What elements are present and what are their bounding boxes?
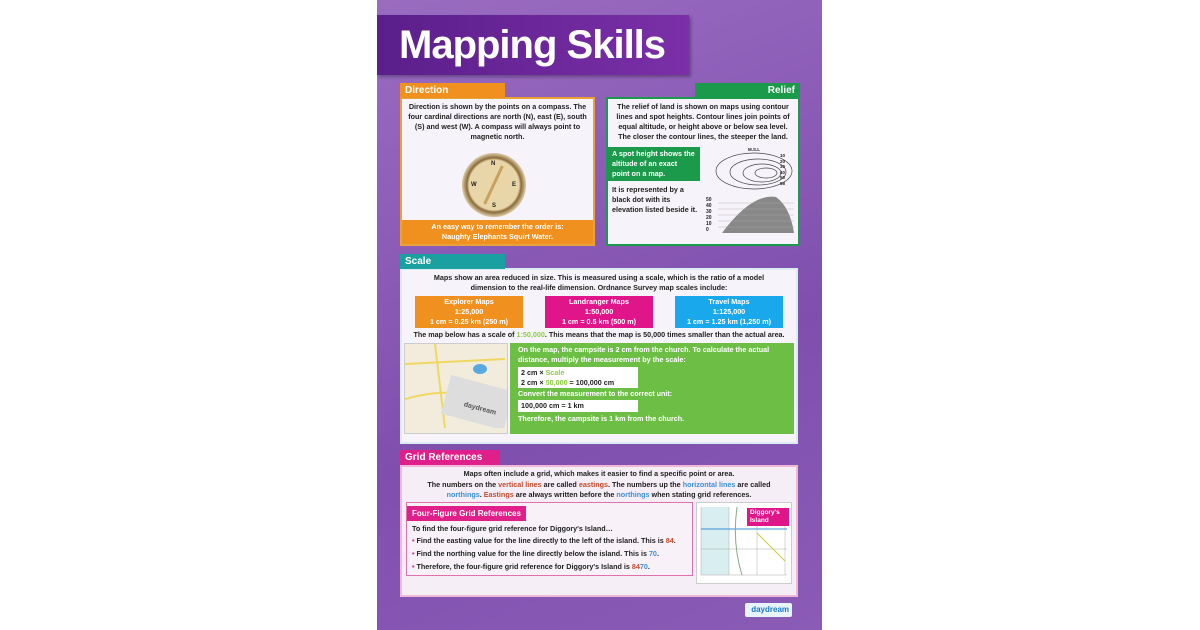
relief-text: The relief of land is shown on maps using contour lines and spot heights. Contour lines join points of equal altitude, or height above or below sea level. The closer the contour lines, the steeper the land. xyxy=(616,102,790,141)
t: are always written before the xyxy=(513,490,617,499)
map-conv: 1 cm = 0.5 km (500 m) xyxy=(561,317,637,326)
grid-map-image xyxy=(696,502,792,584)
map-ratio: 1:125,000 xyxy=(712,307,746,316)
t: Therefore, the four-figure grid reference for Diggory's Island is xyxy=(416,562,632,571)
direction-footer xyxy=(402,220,593,244)
scale-value: 1:50,000 xyxy=(516,330,545,339)
t: northings xyxy=(616,490,650,499)
map-ratio: 1:25,000 xyxy=(454,307,484,316)
calc-text: On the map, the campsite is 2 cm from the church. To calculate the actual distance, multiply the measurement by the scale: xyxy=(518,345,770,364)
equation-box xyxy=(518,367,638,388)
axis-tick: 20 xyxy=(706,215,712,221)
contour-diagram xyxy=(704,147,796,233)
conversion-box xyxy=(518,400,638,412)
scale-box-travel xyxy=(675,296,783,328)
map-name: Travel Maps xyxy=(708,297,750,306)
relief-left-column xyxy=(608,147,700,233)
contour-label: 40 xyxy=(780,169,786,175)
eq: 2 cm × xyxy=(521,368,546,377)
t: 84 xyxy=(631,562,640,571)
eq: 100,000 cm = xyxy=(521,401,568,410)
direction-panel xyxy=(400,97,595,246)
grid-intro: Maps often include a grid, which makes it easier to find a specific point or area. xyxy=(463,469,735,478)
conclusion: Therefore, the campsite is 1 km from the church. xyxy=(518,413,685,423)
grid-panel xyxy=(400,465,798,597)
t: Find the easting value for the line directly to the left of the island. This is xyxy=(416,536,666,545)
compass-icon xyxy=(462,153,526,217)
poster xyxy=(377,0,822,630)
map-name: Landranger Maps xyxy=(569,297,629,306)
mnemonic: Naughty Elephants Squirt Water. xyxy=(441,232,554,241)
grid-body xyxy=(406,502,792,584)
t: Find the northing value for the line directly below the island. This is xyxy=(416,549,649,558)
t: eastings xyxy=(578,480,608,489)
grid-step: • Find the northing value for the line directly below the island. This is 70. xyxy=(412,547,687,560)
footer-line: An easy way to remember the order is: xyxy=(431,222,564,231)
daydream-logo: daydream xyxy=(745,603,792,617)
diggorys-island-label: Diggory's Island xyxy=(747,508,789,526)
scale-panel xyxy=(400,268,798,444)
text: The map below has a scale of xyxy=(413,330,517,339)
direction-header: Direction xyxy=(400,83,505,98)
eq: 1 km xyxy=(567,401,584,410)
scale-sentence xyxy=(404,330,794,340)
grid-header: Grid References xyxy=(400,450,500,465)
scale-header: Scale xyxy=(400,254,505,269)
relief-axis xyxy=(706,197,712,233)
eq: 50,000 xyxy=(545,377,568,387)
scale-example xyxy=(404,343,794,434)
t: when stating grid references. xyxy=(649,490,752,499)
easting-value: 84 xyxy=(665,536,674,545)
map-conv: 1 cm = 1.25 km (1,250 m) xyxy=(686,317,772,326)
eq: 2 cm × xyxy=(521,377,546,387)
eq: Scale xyxy=(545,368,565,377)
scale-boxes xyxy=(404,296,794,328)
compass-n: N xyxy=(491,161,496,167)
relief-panel xyxy=(606,97,800,246)
t: horizontal lines xyxy=(682,480,736,489)
map-with-ruler-image xyxy=(404,343,508,434)
calculation-box xyxy=(510,343,794,434)
axis-tick: 50 xyxy=(706,197,712,203)
axis-tick: 40 xyxy=(706,203,712,209)
eq: = xyxy=(567,377,576,387)
text: . This means that the map is 50,000 times smaller than the actual area. xyxy=(544,330,785,339)
contour-labels xyxy=(780,153,785,186)
t: . The numbers up the xyxy=(608,480,683,489)
t: 70 xyxy=(639,562,648,571)
contour-label: 58 xyxy=(780,180,786,186)
map-name: Explorer Maps xyxy=(444,297,494,306)
contour-label: 10 xyxy=(780,153,786,158)
axis-tick: 30 xyxy=(706,209,712,215)
grid-step: • Therefore, the four-figure grid reference for Diggory's Island is 8470. xyxy=(412,560,687,573)
t: are called xyxy=(735,480,771,489)
compass-e: E xyxy=(512,182,517,188)
ruler-brand: daydream xyxy=(463,401,497,417)
compass-s: S xyxy=(492,203,497,209)
scale-intro: Maps show an area reduced in size. This is measured using a scale, which is the ratio of a model dimension to the real-life dimension. Ordnance Survey map scales include: xyxy=(433,273,765,292)
map-ratio: 1:50,000 xyxy=(584,307,614,316)
relief-body xyxy=(608,147,798,233)
direction-text: Direction is shown by the points on a compass. The four cardinal directions are north (N), east (E), south (S) and west (W). A compass will always point to magnetic north. xyxy=(408,102,587,141)
relief-header: Relief xyxy=(695,83,800,98)
grid-explanation xyxy=(406,479,792,502)
t: vertical lines xyxy=(498,480,542,489)
spot-height-callout: A spot height shows the altitude of an exact point on a map. xyxy=(608,147,700,181)
grid-step: • Find the easting value for the line directly to the left of the island. This is 84. xyxy=(412,534,687,547)
msl-label: M.S.L xyxy=(748,147,760,152)
scale-box-explorer xyxy=(415,296,523,328)
four-figure-header: Four-Figure Grid References xyxy=(407,506,526,521)
convert-text: Convert the measurement to the correct unit: xyxy=(518,389,673,398)
axis-tick: 10 xyxy=(706,221,712,227)
contour-label: 50 xyxy=(780,175,786,180)
t: The numbers on the xyxy=(427,480,499,489)
t: . xyxy=(479,490,484,499)
page-title: Mapping Skills xyxy=(377,15,689,75)
t: Eastings xyxy=(483,490,514,499)
map-conv: 1 cm = 0.25 km (250 m) xyxy=(429,317,509,326)
eq: 100,000 cm xyxy=(575,377,615,387)
t: are called xyxy=(541,480,579,489)
northing-value: 70 xyxy=(648,549,657,558)
contour-label: 30 xyxy=(780,164,786,169)
contour-label: 20 xyxy=(780,158,786,164)
four-figure-box xyxy=(406,502,693,576)
grid-lead: To find the four-figure grid reference for Diggory's Island… xyxy=(412,524,613,533)
scale-box-landranger xyxy=(545,296,653,328)
t: northings xyxy=(446,490,480,499)
compass-w: W xyxy=(471,182,477,188)
spot-height-note: It is represented by a black dot with its elevation listed beside it. xyxy=(612,185,698,214)
axis-tick: 0 xyxy=(706,227,709,233)
